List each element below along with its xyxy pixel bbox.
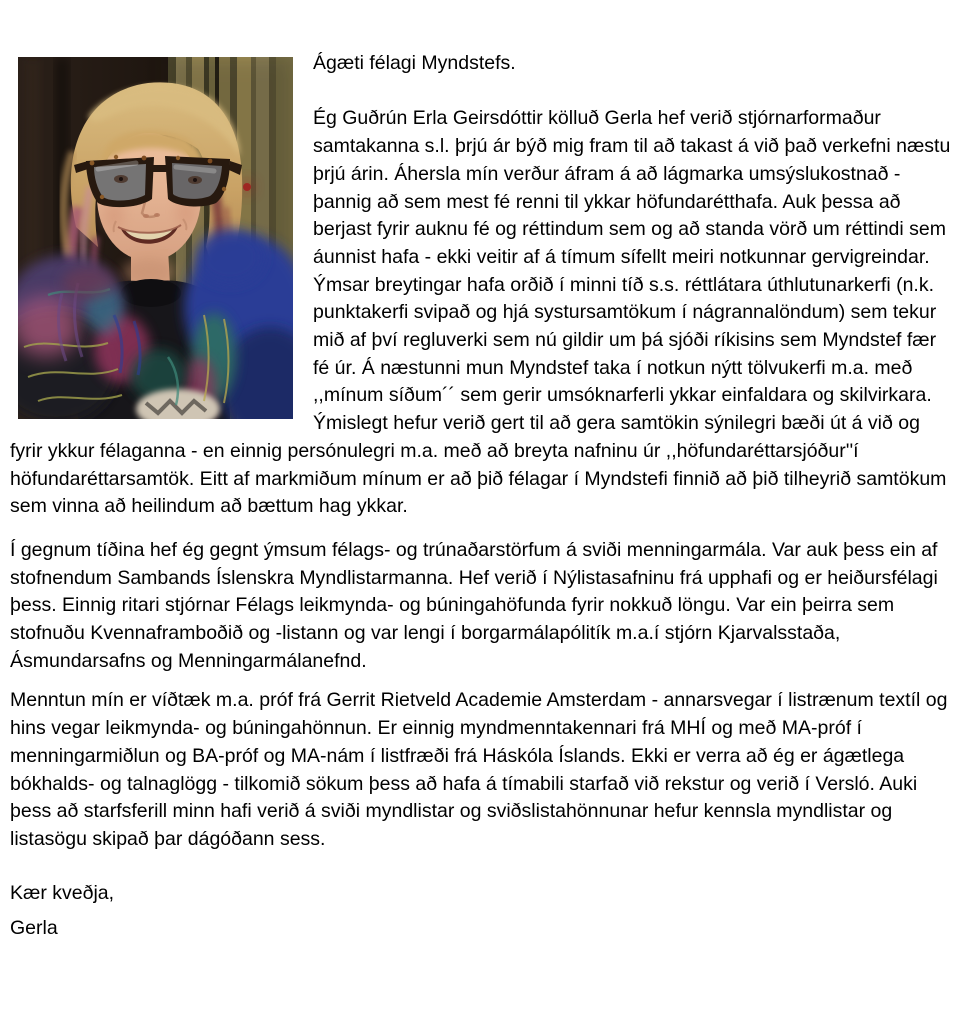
closing: Kær kveðja, (10, 881, 115, 904)
achievements-paragraph: Ýmislegt hefur verið gert til að gera samtökin sýnilegri bæði út á við og fyrir ykkur félaganna - en einnig persónulegri m.a. með að breyta nafninu úr ,,höfundaréttarsjóður''í höfundaréttarsamtök. Eitt af markmiðum mínum er að þið félagar í Myndstefi finnið að þið tilheyrið samtökum sem vinna að heilindum að bættum hag ykkar. (10, 412, 947, 518)
career-paragraph: Í gegnum tíðina hef ég gegnt ýmsum félags- og trúnaðarstörfum á sviði menningarmála. Var auk þess ein af stofnendum Sambands Íslenskra Myndlistarmanna. Hef verið í Nýlistasafninu frá upphafi og er heiðursfélagi þess. Einnig ritari stjórnar Félags leikmynda- og búningahöfunda fyrir nokkuð löngu. Var ein þeirra sem stofnuðu Kvennaframboðið og -listann og var lengi í borgarmálapólitík m.a.í stjórn Kjarvalsstaða, Ásmundarsafns og Menningarmálanefnd. (10, 538, 938, 672)
education-paragraph: Menntun mín er víðtæk m.a. próf frá Gerrit Rietveld Academie Amsterdam - annarsvegar í listrænum textíl og hins vegar leikmynda- og búningahönnun. Er einnig myndmenntakennari frá MHÍ og með MA-próf í menningarmiðlun og BA-próf og MA-nám í listfræði frá Háskóla Íslands. Ekki er verra að ég er ágætlega bókhalds- og talnaglögg - tilkomið sökum þess að hafa á tímabili starfað við rekstur og verið í Versló. Auki þess að starfsferill minn hafi verið á sviði myndlistar og sviðslistahönnunar hefur kennsla myndlistar og listasögu skipað þar dágóðann sess. (10, 689, 948, 850)
profile-photo (18, 57, 293, 419)
intro-paragraph: Ég Guðrún Erla Geirsdóttir kölluð Gerla hef verið stjórnarformaður samtakanna s.l. þrjú ár býð mig fram til að takast á við það verkefni næstu þrjú árin. Áhersla mín verður áfram á að lágmarka umsýslukostnað - þannig að sem mest fé renni til ykkar höfundarétthafa. Auk þessa að berjast fyrir auknu fé og réttindum sem og að standa vörð um réttindi sem áunnist hafa - ekki veitir af á tímum sífellt meiri notkunnar gervigreindar. Ýmsar breytingar hafa orðið í minni tíð s.s. réttlátara úthlutunarkerfi (n.k. punktakerfi svipað og hjá systursamtökum í nágrannalöndum) sem tekur mið af því regluverki sem nú gildir um þá sjóði ríkisins sem Myndstef fær fé úr. Á næstunni mun Myndstef taka í notkun nýtt tölvukerfi m.a. með ,,mínum síðum´´ sem gerir umsóknarferli ykkar einfaldara og skilvirkara. (313, 107, 951, 407)
signature: Gerla (10, 917, 58, 940)
salutation: Ágæti félagi Myndstefs. (313, 52, 516, 74)
portrait-illustration (18, 57, 293, 419)
